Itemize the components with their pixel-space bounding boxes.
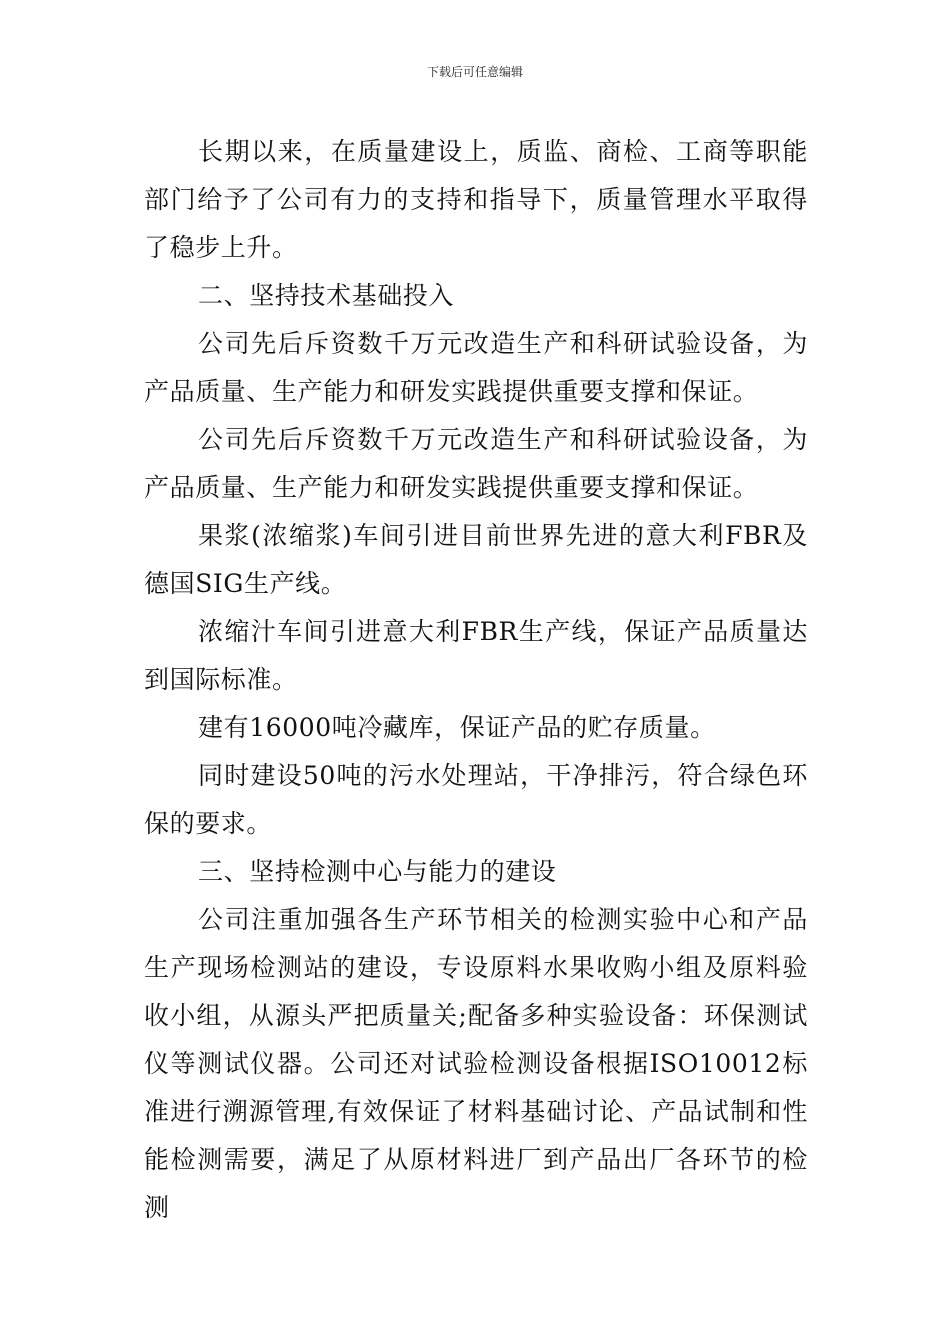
section-heading-testing-center: 三、坚持检测中心与能力的建设 [198,857,557,886]
paragraph-sewage-station: 同时建设50吨的污水处理站，干净排污，符合绿色环保的要求。 [144,761,808,838]
paragraph-testing-center: 公司注重加强各生产环节相关的检测实验中心和产品生产现场检测站的建设，专设原料水果收购小组及原料验收小组，从源头严把质量关;配备多种实验设备：环保测试仪等测试仪器。公司还对试验检测设备根据ISO10012标准进行溯源管理,有效保证了材料基础讨论、产品试制和性能检测需要，满足了从原材料进厂到产品出厂各环节的检测 [144,905,808,1222]
document-body [144,128,808,1232]
paragraph-quality-support: 长期以来，在质量建设上，质监、商检、工商等职能部门给予了公司有力的支持和指导下，质量管理水平取得了稳步上升。 [144,137,808,262]
page-header: 下载后可任意编辑 [426,65,523,79]
paragraph-concentrate-workshop: 浓缩汁车间引进意大利FBR生产线，保证产品质量达到国际标准。 [144,617,808,694]
paragraph-equipment-investment-repeat: 公司先后斥资数千万元改造生产和科研试验设备，为产品质量、生产能力和研发实践提供重要支撑和保证。 [144,425,808,502]
paragraph-cold-storage: 建有16000吨冷藏库，保证产品的贮存质量。 [198,713,716,742]
paragraph-puree-workshop: 果浆(浓缩浆)车间引进目前世界先进的意大利FBR及德国SIG生产线。 [144,521,808,598]
paragraph-equipment-investment: 公司先后斥资数千万元改造生产和科研试验设备，为产品质量、生产能力和研发实践提供重要支撑和保证。 [144,329,808,406]
section-heading-tech-investment: 二、坚持技术基础投入 [198,281,455,310]
